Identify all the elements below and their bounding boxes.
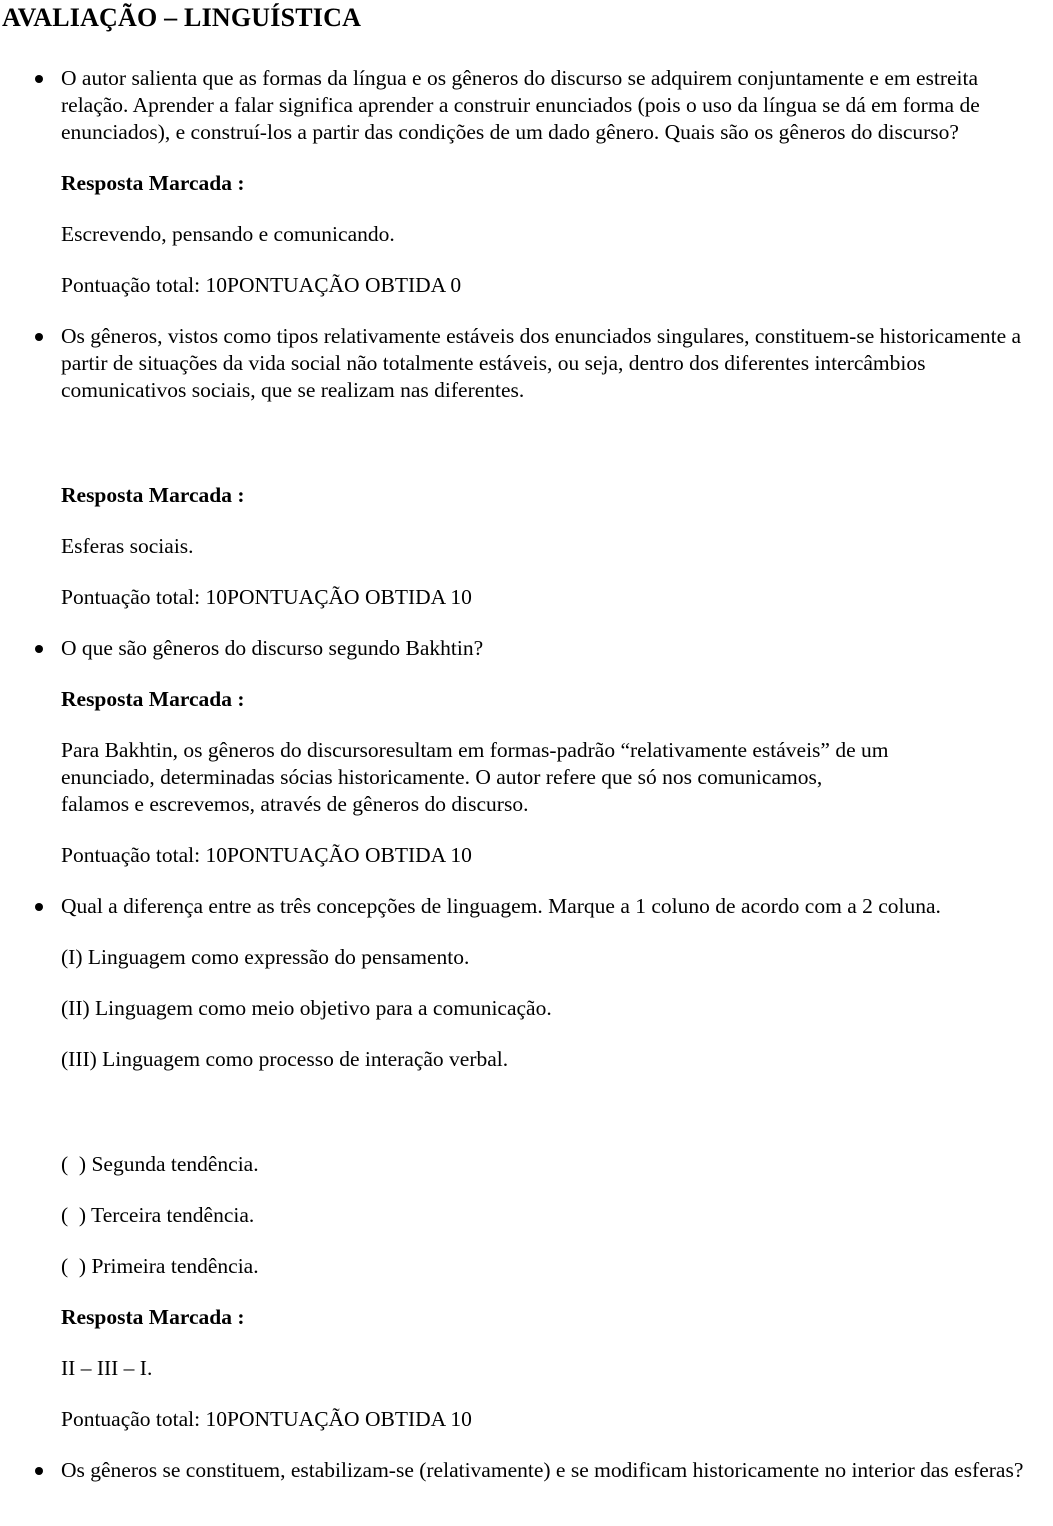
- answer-label: Resposta Marcada :: [61, 171, 245, 195]
- score-text: Pontuação total: 10PONTUAÇÃO OBTIDA 10: [61, 843, 472, 867]
- score-text: Pontuação total: 10PONTUAÇÃO OBTIDA 10: [61, 585, 472, 609]
- question-item: [0, 65, 1053, 299]
- question-list: [0, 65, 1053, 1484]
- score-text: Pontuação total: 10PONTUAÇÃO OBTIDA 0: [61, 273, 462, 297]
- question-item: [0, 323, 1053, 611]
- column-two-item: ( ) Segunda tendência.: [61, 1152, 259, 1176]
- answer-line: Para Bakhtin, os gêneros do discursoresultam em formas-padrão “relativamente estáveis” de um: [61, 738, 889, 762]
- answer-line: enunciado, determinadas sócias historicamente. O autor refere que só nos comunicamos,: [61, 765, 823, 789]
- column-one-item: (I) Linguagem como expressão do pensamento.: [61, 945, 470, 969]
- answer-label: Resposta Marcada :: [61, 483, 245, 507]
- column-two-item: ( ) Terceira tendência.: [61, 1203, 255, 1227]
- page-title: AVALIAÇÃO – LINGUÍSTICA: [2, 3, 362, 32]
- answer-text: Esferas sociais.: [61, 534, 194, 558]
- answer-text: [61, 737, 1047, 818]
- answer-label: Resposta Marcada :: [61, 1305, 245, 1329]
- answer-text: Escrevendo, pensando e comunicando.: [61, 222, 395, 246]
- question-item: [0, 635, 1053, 869]
- question-text: Os gêneros se constituem, estabilizam-se (relativamente) e se modificam historicamente no interior das esferas?: [61, 1458, 1024, 1482]
- question-text: O que são gêneros do discurso segundo Bakhtin?: [61, 636, 484, 660]
- answer-line: falamos e escrevemos, através de gêneros do discurso.: [61, 792, 529, 816]
- question-item: [0, 1457, 1053, 1484]
- question-item: [0, 893, 1053, 1433]
- question-text: Os gêneros, vistos como tipos relativamente estáveis dos enunciados singulares, constituem-se historicamente a partir de situações da vida social não totalmente estáveis, ou seja, dentro dos diferentes intercâmbios comunicativos sociais, que se realizam nas diferentes.: [61, 324, 1022, 402]
- score-text: Pontuação total: 10PONTUAÇÃO OBTIDA 10: [61, 1407, 472, 1431]
- column-one-item: (II) Linguagem como meio objetivo para a comunicação.: [61, 996, 552, 1020]
- answer-text: II – III – I.: [61, 1356, 153, 1380]
- question-text: Qual a diferença entre as três concepções de linguagem. Marque a 1 coluno de acordo com a 2 coluna.: [61, 894, 941, 918]
- column-two-item: ( ) Primeira tendência.: [61, 1254, 259, 1278]
- column-one-item: (III) Linguagem como processo de interação verbal.: [61, 1047, 509, 1071]
- question-text: O autor salienta que as formas da língua e os gêneros do discurso se adquirem conjuntamente e em estreita relação. Aprender a falar significa aprender a construir enunciados (pois o uso da língua se dá em forma de enunciados), e construí-los a partir das condições de um dado gênero. Quais são os gêneros do discurso?: [61, 66, 980, 144]
- answer-label: Resposta Marcada :: [61, 687, 245, 711]
